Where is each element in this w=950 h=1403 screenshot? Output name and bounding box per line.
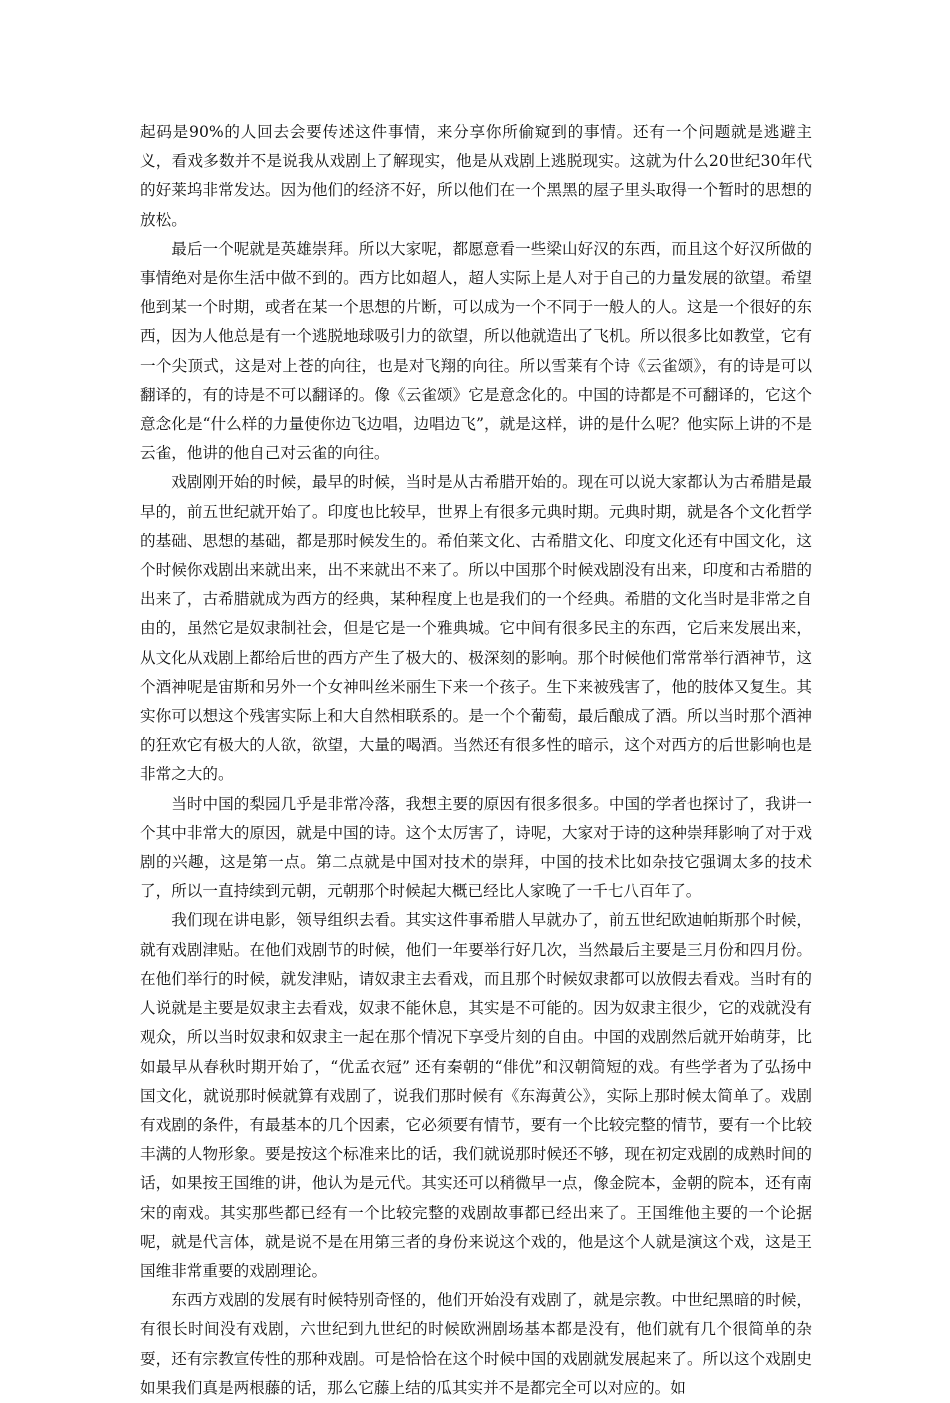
paragraph-5: 我们现在讲电影，领导组织去看。其实这件事希腊人早就办了，前五世纪欧迪帕斯那个时候，就有戏剧津贴。在他们戏剧节的时候，他们一年要举行好几次，当然最后主要是三月份和四月份。在他们举行的时候，就发津贴，请奴隶主去看戏，而且那个时候奴隶都可以放假去看戏。当时有的人说就是主要是奴隶主去看戏，奴隶不能休息，其实是不可能的。因为奴隶主很少，它的戏就没有观众，所以当时奴隶和奴隶主一起在那个情况下享受片刻的自由。中国的戏剧然后就开始萌芽，比如最早从春秋时期开始了，“优孟衣冠” 还有秦朝的“俳优”和汉朝简短的戏。有些学者为了弘扬中国文化，就说那时候就算有戏剧了，说我们那时候有《东海黄公》，实际上那时候太简单了。戏剧有戏剧的条件，有最基本的几个因素，它必须要有情节，要有一个比较完整的情节，要有一个比较丰满的人物形象。要是按这个标准来比的话，我们就说那时候还不够，现在初定戏剧的成熟时间的话，如果按王国维的讲，他认为是元代。其实还可以稍微早一点，像金院本，金朝的院本，还有南宋的南戏。其实那些都已经有一个比较完整的戏剧故事都已经出来了。王国维他主要的一个论据呢，就是代言体，就是说不是在用第三者的身份来说这个戏的，他是这个人就是演这个戏，这是王国维非常重要的戏剧理论。: [140, 911, 812, 1280]
paragraph-2: 最后一个呢就是英雄崇拜。所以大家呢，都愿意看一些梁山好汉的东西，而且这个好汉所做的事情绝对是你生活中做不到的。西方比如超人，超人实际上是人对于自己的力量发展的欲望。希望他到某一个时期，或者在某一个思想的片断，可以成为一个不同于一般人的人。这是一个很好的东西，因为人他总是有一个逃脱地球吸引力的欲望，所以他就造出了飞机。所以很多比如教堂，它有一个尖顶式，这是对上苍的向往，也是对飞翔的向往。所以雪莱有个诗《云雀颂》，有的诗是可以翻译的，有的诗是不可以翻译的。像《云雀颂》它是意念化的。中国的诗都是不可翻译的，它这个意念化是“什么样的力量使你边飞边唱，边唱边飞”，就是这样，讲的是什么呢？他实际上讲的不是云雀，他讲的他自己对云雀的向往。: [140, 239, 812, 463]
paragraph-4: 当时中国的梨园几乎是非常冷落，我想主要的原因有很多很多。中国的学者也探讨了，我讲一个其中非常大的原因，就是中国的诗。这个太厉害了，诗呢，大家对于诗的这种崇拜影响了对于戏剧的兴趣，这是第一点。第二点就是中国对技术的崇拜，中国的技术比如杂技它强调太多的技术了，所以一直持续到元朝，元朝那个时候起大概已经比人家晚了一千七八百年了。: [140, 794, 812, 901]
document-page: [140, 118, 812, 1403]
paragraph-6: 东西方戏剧的发展有时候特别奇怪的，他们开始没有戏剧了，就是宗教。中世纪黑暗的时候，有很长时间没有戏剧，六世纪到九世纪的时候欧洲剧场基本都是没有，他们就有几个很简单的杂耍，还有宗教宣传性的那种戏剧。可是恰恰在这个时候中国的戏剧就发展起来了。所以这个戏剧史如果我们真是两根藤的话，那么它藤上结的瓜其实并不是都完全可以对应的。如: [140, 1291, 812, 1397]
paragraph-1: 起码是90%的人回去会要传述这件事情，来分享你所偷窥到的事情。还有一个问题就是逃避主义，看戏多数并不是说我从戏剧上了解现实，他是从戏剧上逃脱现实。这就为什么20世纪30年代的好莱坞非常发达。因为他们的经济不好，所以他们在一个黑黑的屋子里头取得一个暂时的思想的放松。: [140, 123, 812, 229]
paragraph-3: 戏剧刚开始的时候，最早的时候，当时是从古希腊开始的。现在可以说大家都认为古希腊是最早的，前五世纪就开始了。印度也比较早，世界上有很多元典时期。元典时期，就是各个文化哲学的基础、思想的基础，都是那时候发生的。希伯莱文化、古希腊文化、印度文化还有中国文化，这个时候你戏剧出来就出来，出不来就出不来了。所以中国那个时候戏剧没有出来，印度和古希腊的出来了，古希腊就成为西方的经典，某种程度上也是我们的一个经典。希腊的文化当时是非常之自由的，虽然它是奴隶制社会，但是它是一个雅典城。它中间有很多民主的东西，它后来发展出来，从文化从戏剧上都给后世的西方产生了极大的、极深刻的影响。那个时候他们常常举行酒神节，这个酒神呢是宙斯和另外一个女神叫丝米丽生下来一个孩子。生下来被残害了，他的肢体又复生。其实你可以想这个残害实际上和大自然相联系的。是一个个葡萄，最后酿成了酒。所以当时那个酒神的狂欢它有极大的人欲，欲望，大量的喝酒。当然还有很多性的暗示，这个对西方的后世影响也是非常之大的。: [140, 473, 812, 784]
